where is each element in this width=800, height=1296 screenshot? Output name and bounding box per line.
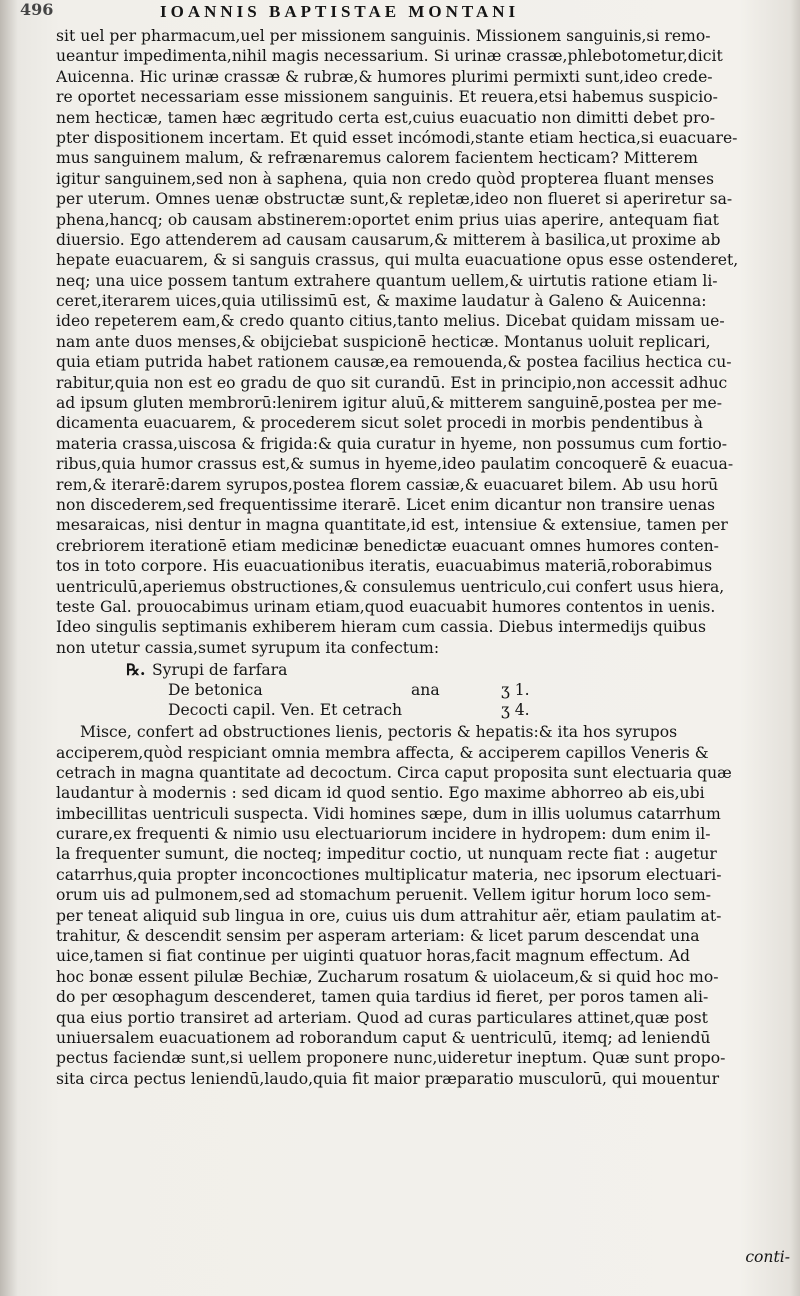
text-line: crebriorem iterationē etiam medicinæ benedictæ euacuant omnes humores conten-: [56, 536, 719, 555]
catchword: conti-: [745, 1248, 790, 1266]
body-text: [56, 26, 792, 1089]
recipe-symbol: ℞.: [126, 660, 146, 680]
text-line: quia etiam putrida habet rationem causæ,ea remouenda,& postea facilius hectica cu-: [56, 353, 732, 372]
text-line: non utetur cassia,sumet syrupum ita confectum:: [56, 638, 440, 657]
text-line: ad ipsum gluten membrorū:lenirem igitur aluū,& mitterem sanguinē,postea per me-: [56, 394, 722, 413]
text-line: neq; una uice possem tantum extrahere quantum uellem,& uirtutis ratione etiam li-: [56, 271, 718, 290]
page-number: 496: [20, 0, 54, 19]
text-line: do per œsophagum descenderet, tamen quia tardius id fieret, per poros tamen ali-: [56, 988, 709, 1007]
recipe-block: [56, 658, 792, 722]
text-line: teste Gal. prouocabimus urinam etiam,quod euacuabit humores contentos in uenis.: [56, 597, 716, 616]
text-line: hepate euacuarem, & si sanguis crassus, qui multa euacuatione opus esse ostenderet,: [56, 251, 739, 270]
text-line: phena,hancq; ob causam abstinerem:oportet enim prius uias aperire, antequam fiat: [56, 210, 719, 229]
text-line: nem hecticæ, tamen hæc ægritudo certa est,cuius euacuatio non dimitti debet pro-: [56, 108, 716, 127]
recipe-dose-3: ʒ 4.: [501, 701, 530, 720]
running-head: IOANNIS BAPTISTAE MONTANI: [160, 2, 520, 21]
text-line: nam ante duos menses,& obijciebat suspicionē hecticæ. Montanus uoluit replicari,: [56, 332, 711, 351]
text-line: ceret,iterarem uices,quia utilissimū est, & maxime laudatur à Galeno & Auicenna:: [56, 292, 707, 311]
text-line: per teneat aliquid sub lingua in ore, cuius uis dum attrahitur aër, etiam paulatim at-: [56, 906, 722, 925]
text-line: hoc bonæ essent pilulæ Bechiæ, Zucharum rosatum & uiolaceum,& si quid hoc mo-: [56, 967, 719, 986]
text-line: uice,tamen si fiat continue per uiginti quatuor horas,facit magnum effectum. Ad: [56, 947, 690, 966]
recipe-line-3: Decocti capil. Ven. Et cetrach: [168, 701, 403, 720]
recipe-line-2: De betonica: [168, 681, 263, 700]
text-line: Misce, confert ad obstructiones lienis, pectoris & hepatis:& ita hos syrupos: [80, 723, 678, 742]
recipe-line-1: Syrupi de farfara: [152, 661, 288, 680]
text-line: per uterum. Omnes uenæ obstructæ sunt,& repletæ,ideo non flueret si aperiretur sa-: [56, 190, 733, 209]
paragraph-after-recipe: [56, 722, 792, 1089]
text-line: qua eius portio transiret ad arteriam. Quod ad curas particulares attinet,quæ post: [56, 1008, 708, 1027]
text-line: imbecillitas uentriculi suspecta. Vidi homines sæpe, dum in illis uolumus catarrhum: [56, 804, 721, 823]
text-line: tos in toto corpore. His euacuationibus iteratis, euacuabimus materiā,roborabimus: [56, 557, 713, 576]
text-line: acciperem,quòd respiciant omnia membra affecta, & acciperem capillos Veneris &: [56, 743, 709, 762]
text-line: ideo repeterem eam,& credo quanto citius,tanto melius. Dicebat quidam missam ue-: [56, 312, 725, 331]
text-line: sita circa pectus leniendū,laudo,quia fit maior præparatio musculorū, qui mouentur: [56, 1069, 720, 1088]
text-line: re oportet necessariam esse missionem sanguinis. Et reuera,etsi habemus suspicio-: [56, 88, 718, 107]
text-line: curare,ex frequenti & nimio usu electuariorum incidere in hydropem: dum enim il-: [56, 825, 711, 844]
text-line: trahitur, & descendit sensim per asperam arteriam: & licet parum descendat una: [56, 927, 700, 946]
text-line: ribus,quia humor crassus est,& sumus in hyeme,ideo paulatim concoquerē & euacua-: [56, 455, 734, 474]
text-line: orum uis ad pulmonem,sed ad stomachum peruenit. Vellem igitur horum loco sem-: [56, 886, 712, 905]
text-line: pter dispositionem incertam. Et quid esset incómodi,stante etiam hectica,si euacuare-: [56, 128, 738, 147]
text-line: non discederem,sed frequentissime iterarē. Licet enim dicantur non transire uenas: [56, 495, 715, 514]
paragraph-before-recipe: [56, 26, 792, 658]
text-line: materia crassa,uiscosa & frigida:& quia curatur in hyeme, non possumus cum fortio-: [56, 434, 728, 453]
text-line: cetrach in magna quantitate ad decoctum. Circa caput proposita sunt electuaria quæ: [56, 763, 732, 782]
text-line: igitur sanguinem,sed non à saphena, quia non credo quòd propterea fluant menses: [56, 169, 715, 188]
text-line: sit uel per pharmacum,uel per missionem sanguinis. Missionem sanguinis,si remo-: [56, 27, 711, 45]
text-line: mus sanguinem malum, & refrænaremus calorem facientem hecticam? Mitterem: [56, 149, 698, 168]
text-line: Ideo singulis septimanis exhiberem hieram cum cassia. Diebus intermedijs quibus: [56, 618, 706, 637]
text-line: rabitur,quia non est eo gradu de quo sit curandū. Est in principio,non accessit adhuc: [56, 373, 728, 392]
recipe-dose-2: ʒ 1.: [501, 681, 530, 700]
text-line: uentriculū,aperiemus obstructiones,& consulemus uentriculo,cui confert usus hiera,: [56, 577, 725, 596]
text-line: Auicenna. Hic urinæ crassæ & rubræ,& humores plurimi permixti sunt,ideo crede-: [56, 67, 713, 86]
text-line: mesaraicas, nisi dentur in magna quantitate,id est, intensiue & extensiue, tamen per: [56, 516, 728, 535]
text-line: rem,& iterarē:darem syrupos,postea florem cassiæ,& euacuaret bilem. Ab usu horū: [56, 475, 719, 494]
text-line: laudantur à modernis : sed dicam id quod sentio. Ego maxime abhorreo ab eis,ubi: [56, 784, 705, 803]
text-line: uniuersalem euacuationem ad roborandum caput & uentriculū, itemq; ad leniendū: [56, 1028, 711, 1047]
text-line: diuersio. Ego attenderem ad causam causarum,& mitterem à basilica,ut proxime ab: [56, 230, 721, 249]
text-line: dicamenta euacuarem, & procederem sicut solet procedi in morbis pendentibus à: [56, 414, 703, 433]
text-line: pectus faciendæ sunt,si uellem proponere nunc,uideretur ineptum. Quæ sunt propo-: [56, 1049, 726, 1068]
text-line: ueantur impedimenta,nihil magis necessarium. Si urinæ crassæ,phlebotometur,dicit: [56, 47, 723, 66]
recipe-ana: ana: [411, 681, 440, 700]
text-line: la frequenter sumunt, die nocteq; impeditur coctio, ut nunquam recte fiat : augetur: [56, 845, 717, 864]
text-line: catarrhus,quia propter inconcoctiones multiplicatur materia, nec ipsorum electuari-: [56, 865, 722, 884]
